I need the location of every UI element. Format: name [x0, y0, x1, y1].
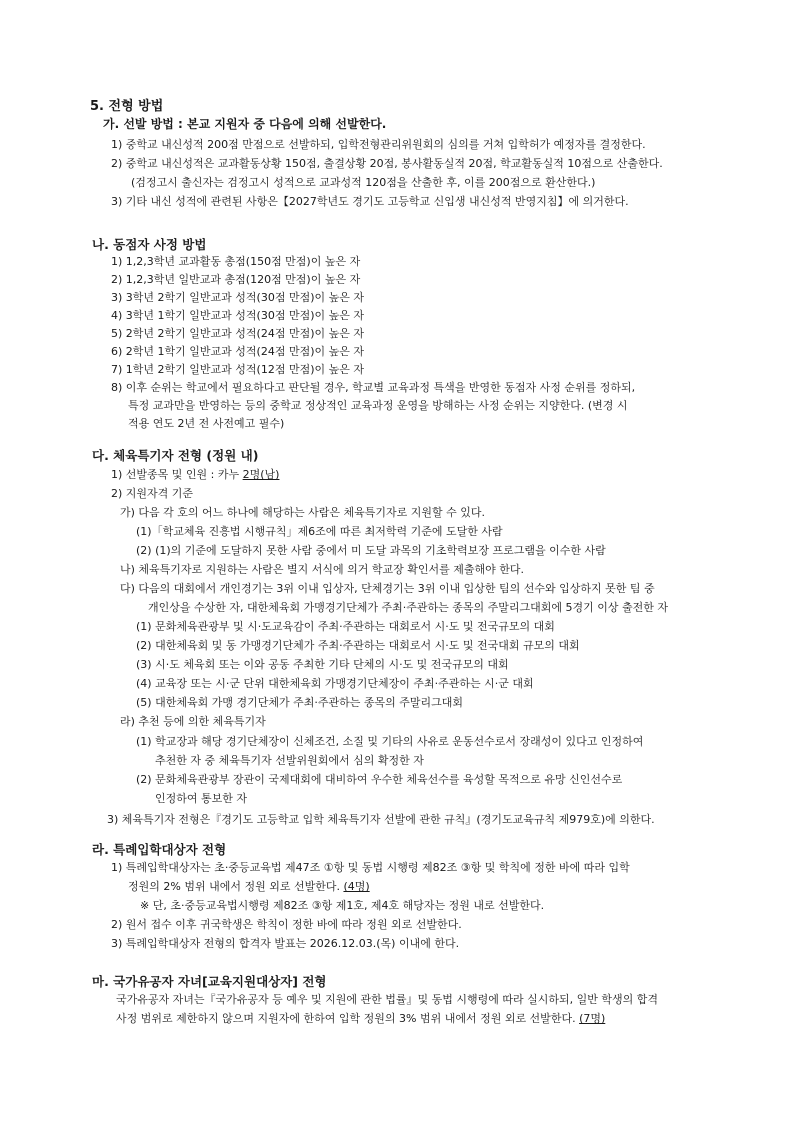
da-ga-sub: (2) (1)의 기준에 도달하지 못한 사람 중에서 미 도달 과목의 기초학력보장 프로그램을 이수한 사람 [136, 544, 606, 557]
da-ra-sub: (2) 문화체육관광부 장관이 국제대회에 대비하여 우수한 체육선수를 육성할 목적으로 유망 신인선수로 [136, 773, 623, 786]
da-da-sub: (5) 대한체육회 가맹 경기단체가 주최·주관하는 종목의 주말리그대회 [136, 696, 463, 709]
da-item-3: 3) 체육특기자 전형은『경기도 고등학교 입학 체육특기자 선발에 관한 규칙』(경기도교육규칙 제979호)에 의한다. [107, 813, 655, 826]
da-da-line: 다) 다음의 대회에서 개인경기는 3위 이내 입상자, 단체경기는 3위 이내 입상한 팀의 선수와 입상하지 못한 팀 중 [120, 582, 655, 595]
ma-line-1: 국가유공자 자녀는『국가유공자 등 예우 및 지원에 관한 법률』및 동법 시행령에 따라 실시하되, 일반 학생의 합격 [116, 993, 658, 1006]
na-item: 1) 1,2,3학년 교과활동 총점(150점 만점)이 높은 자 [111, 255, 361, 268]
subsection-ga [103, 117, 386, 131]
da-da-line-cont: 개인상을 수상한 자, 대한체육회 가맹경기단체가 주최·주관하는 종목의 주말리그대회에 5경기 이상 출전한 자 [148, 601, 668, 614]
ra-item-3: 3) 특례입학대상자 전형의 합격자 발표는 2026.12.03.(목) 이내에 한다. [111, 937, 460, 950]
da-da-sub: (4) 교육장 또는 시·군 단위 대한체육회 가맹경기단체장이 주최·주관하는 시·군 대회 [136, 677, 534, 690]
na-item: 7) 1학년 2학기 일반교과 성적(12점 만점)이 높은 자 [111, 363, 364, 376]
ga-item-1: 1) 중학교 내신성적 200점 만점으로 선발하되, 입학전형관리위원회의 심의를 거쳐 입학허가 예정자를 결정한다. [111, 138, 646, 151]
subsection-ga-intro: : 본교 지원자 중 다음에 의해 선발한다. [173, 117, 387, 131]
ra-item-1-cont [128, 880, 370, 894]
da-item-1 [111, 468, 279, 482]
na-item: 2) 1,2,3학년 일반교과 총점(120점 만점)이 높은 자 [111, 273, 361, 286]
na-item: 5) 2학년 2학기 일반교과 성적(24점 만점)이 높은 자 [111, 327, 364, 340]
ra-item-1: 1) 특례입학대상자는 초·중등교육법 제47조 ①항 및 동법 시행령 제82조 ③항 및 학칙에 정한 바에 따라 입학 [111, 861, 630, 874]
da-ga-line: 가) 다음 각 호의 어느 하나에 해당하는 사람은 체육특기자로 지원할 수 있다. [120, 506, 486, 519]
na-item-cont: 특정 교과만을 반영하는 등의 중학교 정상적인 교육과정 운영을 방해하는 사정 순위는 지양한다. (변경 시 [128, 399, 628, 412]
ga-item-2: 2) 중학교 내신성적은 교과활동상황 150점, 출결상황 20점, 봉사활동실적 20점, 학교활동실적 10점으로 산출한다. [111, 157, 663, 170]
da-ra-sub-cont: 추천한 자 중 체육특기자 선발위원회에서 심의 확정한 자 [155, 754, 424, 767]
ga-item-2-note: (검정고시 출신자는 검정고시 성적으로 교과성적 120점을 산출한 후, 이를 200점으로 환산한다.) [131, 176, 596, 189]
ra-note: ※ 단, 초·중등교육법시행령 제82조 ③항 제1호, 제4호 해당자는 정원 내로 선발한다. [140, 899, 545, 912]
ma-line-2 [116, 1012, 605, 1026]
na-item-cont: 적용 연도 2년 전 사전예고 필수) [128, 417, 285, 430]
na-item: 4) 3학년 1학기 일반교과 성적(30점 만점)이 높은 자 [111, 309, 364, 322]
ma-line-2-text: 사정 범위로 제한하지 않으며 지원자에 한하여 입학 정원의 3% 범위 내에서 정원 외로 선발한다. [116, 1012, 580, 1025]
da-ga-sub: (1)「학교체육 진흥법 시행규칙」제6조에 따른 최저학력 기준에 도달한 사람 [136, 525, 503, 538]
da-da-sub: (1) 문화체육관광부 및 시·도교육감이 주최·주관하는 대회로서 시·도 및 전국규모의 대회 [136, 620, 555, 633]
da-ra-line: 라) 추천 등에 의한 체육특기자 [120, 715, 266, 728]
da-item-1-count: 2명(남) [242, 468, 280, 481]
subsection-da-title: 다. 체육특기자 전형 (정원 내) [92, 448, 259, 463]
da-da-sub: (2) 대한체육회 및 동 가맹경기단체가 주최·주관하는 대회로서 시·도 및 전국대회 규모의 대회 [136, 639, 580, 652]
na-item: 6) 2학년 1학기 일반교과 성적(24점 만점)이 높은 자 [111, 345, 364, 358]
da-ra-sub-cont: 인정하여 통보한 자 [155, 792, 248, 805]
section-title: 5. 전형 방법 [90, 99, 164, 114]
da-na-line: 나) 체육특기자로 지원하는 사람은 별지 서식에 의거 학교장 확인서를 제출해야 한다. [120, 563, 525, 576]
subsection-na-title: 나. 동점자 사정 방법 [92, 237, 207, 252]
ma-count: (7명) [579, 1012, 606, 1025]
da-item-1-text: 1) 선발종목 및 인원 : 카누 [111, 468, 243, 481]
ra-item-1-count: (4명) [343, 880, 370, 893]
subsection-ga-title: 가. 선발 방법 [103, 117, 174, 131]
na-item: 3) 3학년 2학기 일반교과 성적(30점 만점)이 높은 자 [111, 291, 364, 304]
subsection-ra-title: 라. 특례입학대상자 전형 [92, 842, 227, 857]
ra-item-1-cont-text: 정원의 2% 범위 내에서 정원 외로 선발한다. [128, 880, 344, 893]
da-ra-sub: (1) 학교장과 해당 경기단체장이 신체조건, 소질 및 기타의 사유로 운동선수로서 장래성이 있다고 인정하여 [136, 735, 644, 748]
ra-item-2: 2) 원서 접수 이후 귀국학생은 학칙이 정한 바에 따라 정원 외로 선발한다. [111, 918, 462, 931]
subsection-ma-title: 마. 국가유공자 자녀[교육지원대상자] 전형 [92, 974, 327, 989]
da-item-2: 2) 지원자격 기준 [111, 487, 194, 500]
ga-item-3: 3) 기타 내신 성적에 관련된 사항은【2027학년도 경기도 고등학교 신입생 내신성적 반영지침】에 의거한다. [111, 195, 629, 208]
na-item: 8) 이후 순위는 학교에서 필요하다고 판단될 경우, 학교별 교육과정 특색을 반영한 동점자 사정 순위를 정하되, [111, 381, 636, 394]
da-da-sub: (3) 시·도 체육회 또는 이와 공동 주최한 기타 단체의 시·도 및 전국규모의 대회 [136, 658, 509, 671]
